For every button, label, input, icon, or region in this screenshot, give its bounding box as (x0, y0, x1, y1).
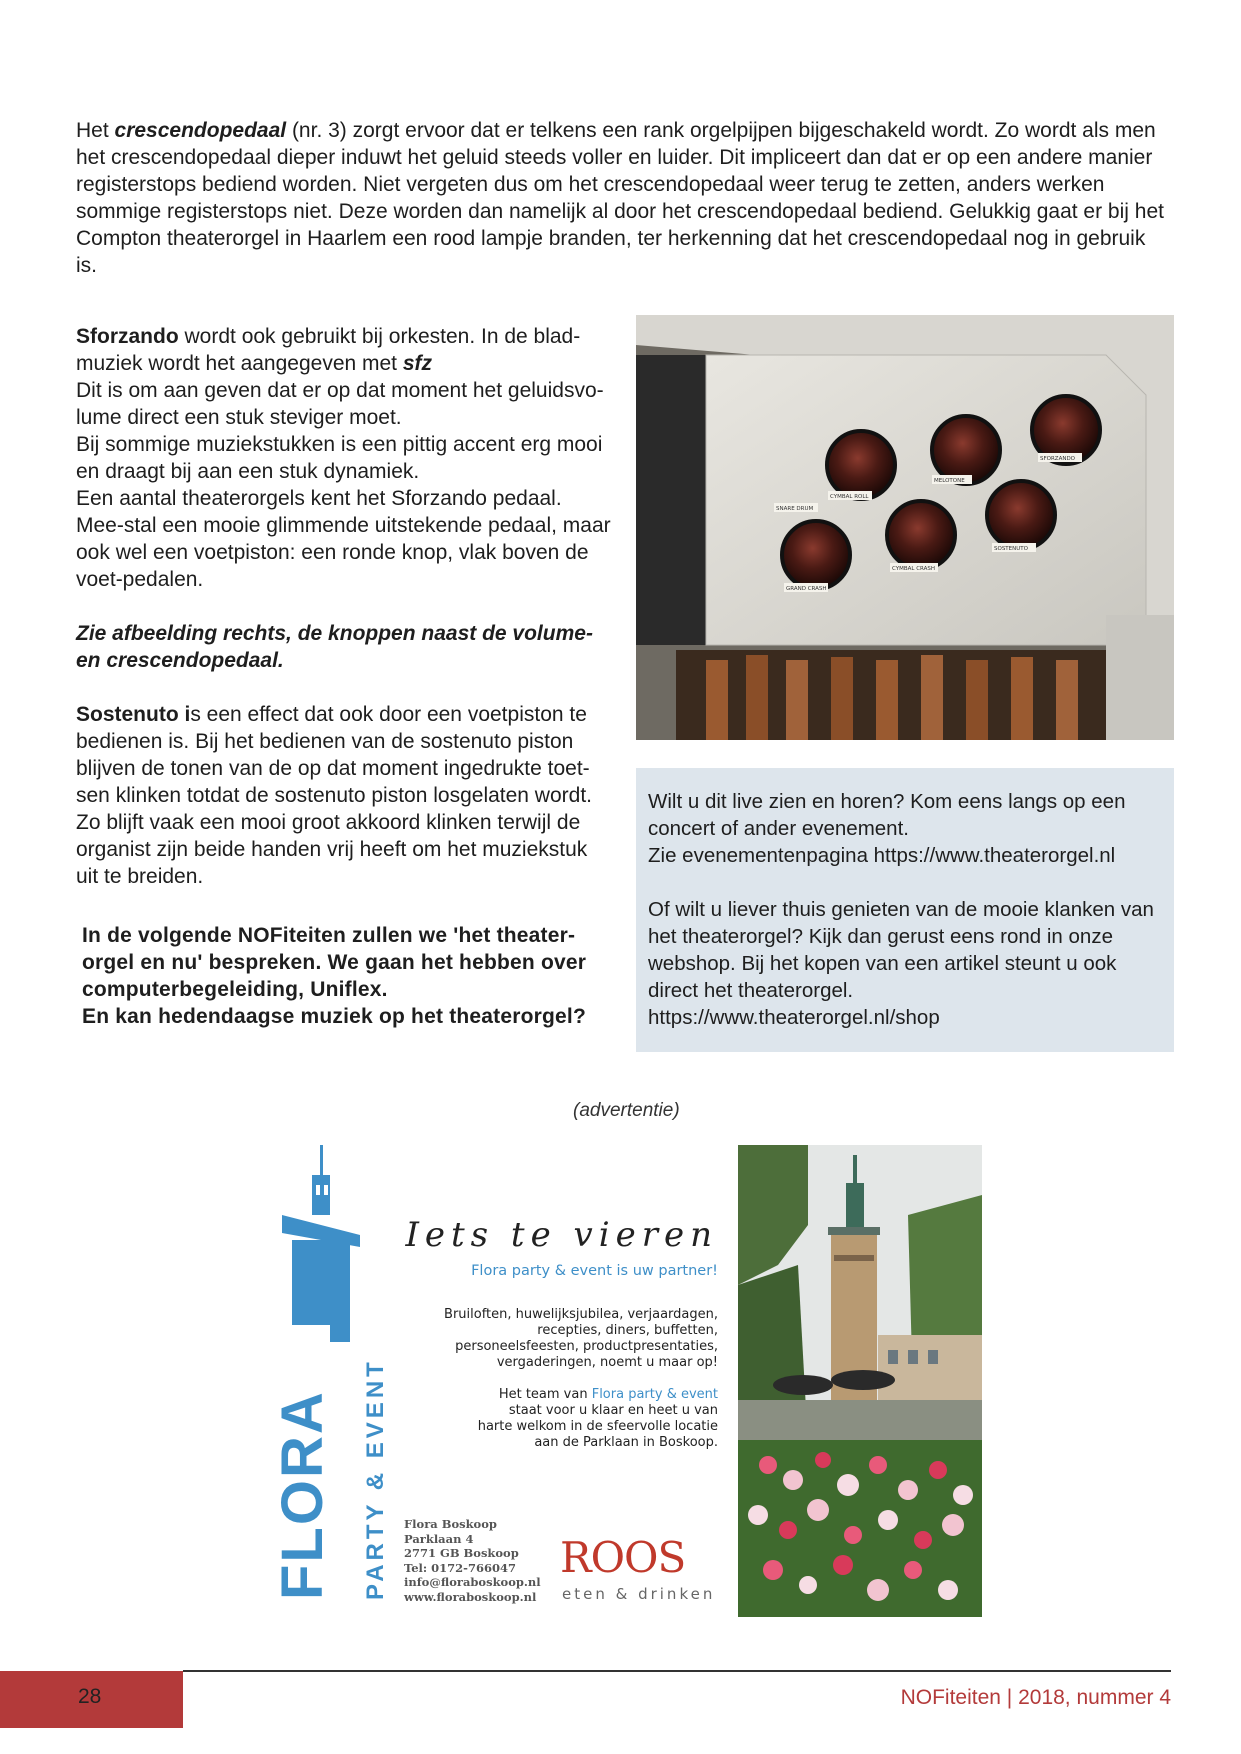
logo-flora: FLORA (270, 1390, 335, 1600)
info-paragraph-live: Wilt u dit live zien en horen? Kom eens langs op een concert of ander evenement. Zie evenementenpagina https://www.theaterorgel.nl (648, 790, 1126, 867)
label-cymbal-crash: CYMBAL CRASH (892, 566, 936, 572)
ad-contact: Flora Boskoop Parklaan 4 2771 GB Boskoop Tel: 0172-766047 info@floraboskoop.nl www.floraboskoop.nl (404, 1517, 541, 1604)
ad-body-events: Bruiloften, huwelijksjubilea, verjaardagen, recepties, diners, buffetten, personeelsfeesten, productpresentaties, vergaderingen, noemt u maar op! (444, 1307, 718, 1370)
sforzando-paragraph: Sforzando wordt ook gebruikt bij orkesten. In de blad-muziek wordt het aangegeven met sfz Dit is om aan geven dat er op dat moment het geluidsvo-lume direct een stuk steviger moet. Bij sommige muziekstukken is een pittig accent erg mooi en draagt bij aan een stuk dynamiek. Een aantal theaterorgels kent het Sforzando pedaal. Mee-stal een mooie glimmende uitstekende pedaal, maar ook wel een voetpiston: een ronde knop, vlak boven de voet-pedalen. (76, 325, 611, 591)
flora-advertisement (270, 1145, 720, 1617)
left-column (76, 323, 611, 917)
ad-website[interactable]: www.floraboskoop.nl (404, 1589, 537, 1604)
piston-cymbal-roll (827, 431, 895, 499)
image-caption: Zie afbeelding rechts, de knoppen naast de volume-en crescendopedaal. (76, 622, 593, 672)
advertisement-label: (advertentie) (573, 1100, 680, 1121)
ad-body-team: Het team van Flora party & event staat voor u klaar en heet u van harte welkom in de sfeervolle locatie aan de Parklaan in Boskoop. (477, 1387, 718, 1450)
ad-tagline: Flora party & event is uw partner! (471, 1263, 718, 1279)
shop-link[interactable]: https://www.theaterorgel.nl/shop (648, 1006, 940, 1029)
roos-subtitle: eten & drinken (562, 1585, 716, 1603)
label-sforzando: SFORZANDO (1040, 456, 1076, 462)
tower-photo-drawing (738, 1145, 982, 1617)
label-melotone: MELOTONE (934, 478, 965, 484)
organ-pistons-photo (636, 315, 1174, 740)
term-crescendopedaal: crescendopedaal (114, 119, 287, 142)
page-number: 28 (78, 1685, 102, 1708)
piston-melotone (932, 416, 1000, 484)
journal-footer: NOFiteiten | 2018, nummer 4 (900, 1686, 1171, 1709)
piston-cymbal-crash (887, 501, 955, 569)
info-box (636, 768, 1174, 1052)
events-link[interactable]: Zie evenementenpagina https://www.theaterorgel.nl (648, 844, 1116, 867)
footer-rule (183, 1670, 1171, 1672)
label-sostenuto: SOSTENUTO (994, 546, 1028, 552)
label-cymbal-roll: CYMBAL ROLL (830, 494, 869, 500)
label-snare-drum: SNARE DRUM (776, 506, 814, 512)
logo-party-event: PARTY & EVENT (362, 1358, 389, 1600)
roos-logo: ROOS (560, 1533, 686, 1582)
organ-photo-drawing (636, 315, 1174, 740)
ad-email[interactable]: info@floraboskoop.nl (404, 1575, 541, 1589)
ad-headline: Iets te vieren (405, 1215, 718, 1255)
piston-sostenuto (987, 481, 1055, 549)
sostenuto-paragraph: Sostenuto is een effect dat ook door een voetpiston te bedienen is. Bij het bedienen van de sostenuto piston blijven de tonen van de op dat moment ingedrukte toet-sen klinken totdat de sostenuto piston losgelaten wordt. Zo blijft vaak een mooi groot akkoord klinken terwijl de organist zijn beide handen vrij heeft om het muziekstuk uit te breiden. (76, 703, 592, 888)
tower-photo (738, 1145, 982, 1617)
intro-paragraph: Het crescendopedaal (nr. 3) zorgt ervoor dat er telkens een rank orgelpijpen bijgeschakeld wordt. Zo wordt als men het crescendopedaal dieper induwt het geluid steeds voller en luider. Dit impliceert dan dat er op een andere manier registerstops bediend worden. Niet vergeten dus om het crescendopedaal weer terug te zetten, anders werken sommige registerstops niet. Deze worden dan namelijk al door het crescendopedaal bediend. Gelukkig gaat er bij het Compton theaterorgel in Haarlem een rood lampje branden, ter herkenning dat het crescendopedaal nog in gebruik is. (76, 119, 1164, 277)
label-grand-crash: GRAND CRASH (786, 586, 827, 592)
next-issue-note: In de volgende NOFiteiten zullen we 'het theater-orgel en nu' bespreken. We gaan het hebben over computerbegeleiding, Uniflex. En kan hedendaagse muziek op het theaterorgel? (82, 924, 587, 1028)
info-paragraph-shop: Of wilt u liever thuis genieten van de mooie klanken van het theaterorgel? Kijk dan gerust eens rond in onze webshop. Bij het kopen van een artikel steunt u ook direct het theaterorgel. https://www.theaterorgel.nl/shop (648, 898, 1154, 1029)
piston-grand-crash (782, 521, 850, 589)
